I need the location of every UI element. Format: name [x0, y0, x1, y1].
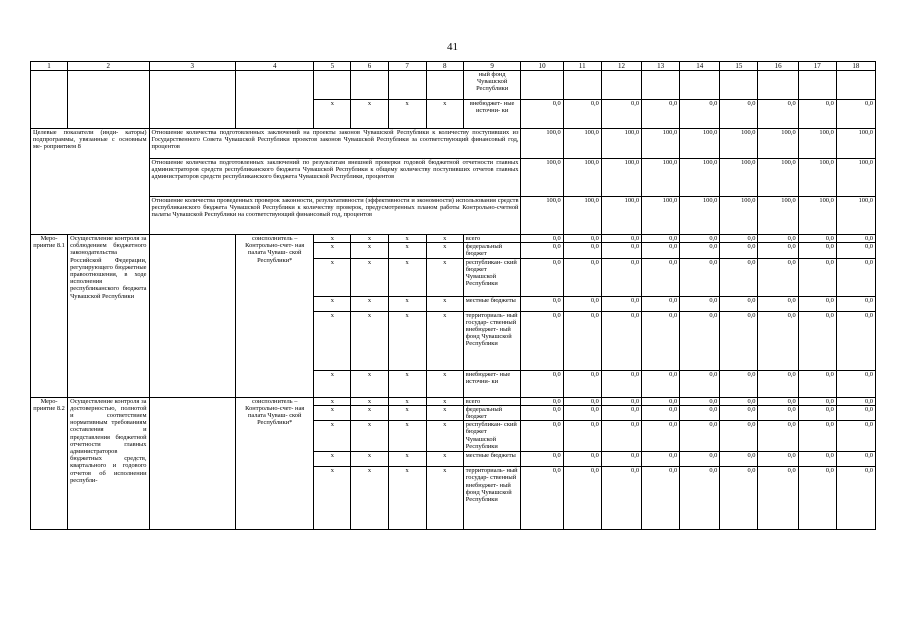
value-cell: 0,0	[798, 258, 836, 296]
source-label: всего	[463, 397, 521, 405]
empty-cell	[31, 71, 68, 129]
value-cell: 0,0	[601, 421, 641, 452]
source-label: территориаль- ный государ- ственный внебюджет- ный фонд Чувашской Республики	[463, 467, 521, 530]
value-cell: 0,0	[642, 258, 680, 296]
x-mark: х	[388, 467, 426, 530]
value-cell: 0,0	[720, 311, 758, 370]
measure-label: Меро- приятие 8.2	[31, 397, 68, 530]
indicator-text: Отношение количества подготовленных заключений на проекты законов Чувашской Республики к количеству поступивших из Государственного Совета Чувашской Республики проектов законов Чувашской Республики за соответствующий финансовый год, процентов	[149, 129, 521, 159]
value-cell: 0,0	[642, 100, 680, 129]
value-cell: 0,0	[758, 405, 798, 420]
value-cell: 0,0	[642, 467, 680, 530]
value-cell: 0,0	[601, 370, 641, 397]
empty-cell	[680, 71, 720, 100]
empty-cell	[836, 71, 875, 100]
value-cell: 100,0	[680, 159, 720, 197]
value-cell: 0,0	[521, 405, 563, 420]
source-label: местные бюджеты	[463, 296, 521, 311]
value-cell: 0,0	[642, 243, 680, 258]
value-cell: 0,0	[563, 405, 601, 420]
value-cell: 100,0	[836, 159, 875, 197]
value-cell: 100,0	[720, 197, 758, 235]
value-cell: 0,0	[798, 296, 836, 311]
value-cell: 0,0	[642, 452, 680, 467]
value-cell: 0,0	[798, 397, 836, 405]
value-cell: 0,0	[758, 243, 798, 258]
value-cell: 0,0	[563, 243, 601, 258]
value-cell: 0,0	[758, 100, 798, 129]
x-mark: х	[426, 235, 463, 243]
value-cell: 0,0	[836, 235, 875, 243]
x-mark: х	[314, 311, 351, 370]
page-number: 41	[447, 41, 458, 53]
value-cell: 0,0	[521, 452, 563, 467]
x-mark: х	[426, 405, 463, 420]
value-cell: 0,0	[601, 296, 641, 311]
value-cell: 0,0	[680, 100, 720, 129]
value-cell: 0,0	[836, 405, 875, 420]
x-mark: х	[388, 452, 426, 467]
x-mark: х	[426, 370, 463, 397]
value-cell: 100,0	[798, 197, 836, 235]
value-cell: 100,0	[601, 197, 641, 235]
value-cell: 0,0	[836, 296, 875, 311]
empty-cell	[149, 397, 236, 530]
value-cell: 0,0	[680, 370, 720, 397]
value-cell: 100,0	[601, 159, 641, 197]
value-cell: 0,0	[601, 100, 641, 129]
value-cell: 0,0	[680, 467, 720, 530]
column-number: 3	[149, 62, 236, 71]
value-cell: 0,0	[563, 296, 601, 311]
value-cell: 0,0	[720, 296, 758, 311]
column-number: 4	[236, 62, 314, 71]
value-cell: 0,0	[521, 311, 563, 370]
column-number: 14	[680, 62, 720, 71]
value-cell: 100,0	[642, 129, 680, 159]
value-cell: 0,0	[563, 370, 601, 397]
value-cell: 0,0	[601, 311, 641, 370]
x-mark: х	[426, 296, 463, 311]
x-mark: х	[388, 311, 426, 370]
x-mark: х	[314, 296, 351, 311]
x-mark: х	[314, 370, 351, 397]
value-cell: 100,0	[521, 129, 563, 159]
x-mark: х	[351, 235, 388, 243]
table-row	[31, 71, 876, 100]
value-cell: 0,0	[798, 100, 836, 129]
value-cell: 0,0	[798, 452, 836, 467]
value-cell: 0,0	[836, 100, 875, 129]
value-cell: 0,0	[601, 258, 641, 296]
value-cell: 0,0	[836, 311, 875, 370]
value-cell: 0,0	[758, 452, 798, 467]
value-cell: 0,0	[798, 421, 836, 452]
x-mark: х	[426, 243, 463, 258]
value-cell: 0,0	[563, 397, 601, 405]
value-cell: 0,0	[720, 421, 758, 452]
x-mark: х	[351, 370, 388, 397]
empty-cell	[388, 71, 426, 100]
empty-cell	[426, 71, 463, 100]
value-cell: 100,0	[642, 159, 680, 197]
column-number: 10	[521, 62, 563, 71]
value-cell: 0,0	[758, 467, 798, 530]
column-number: 6	[351, 62, 388, 71]
value-cell: 0,0	[563, 258, 601, 296]
value-cell: 0,0	[798, 311, 836, 370]
x-mark: х	[314, 235, 351, 243]
value-cell: 0,0	[720, 370, 758, 397]
value-cell: 0,0	[521, 243, 563, 258]
value-cell: 0,0	[521, 397, 563, 405]
empty-cell	[351, 71, 388, 100]
value-cell: 0,0	[521, 100, 563, 129]
value-cell: 0,0	[836, 452, 875, 467]
value-cell: 0,0	[836, 397, 875, 405]
x-mark: х	[388, 296, 426, 311]
x-mark: х	[426, 452, 463, 467]
value-cell: 0,0	[563, 452, 601, 467]
value-cell: 0,0	[720, 467, 758, 530]
value-cell: 0,0	[563, 421, 601, 452]
empty-cell	[720, 71, 758, 100]
indicator-row	[31, 159, 876, 197]
column-number: 2	[68, 62, 149, 71]
value-cell: 0,0	[521, 235, 563, 243]
table-row	[31, 235, 876, 243]
value-cell: 100,0	[720, 129, 758, 159]
value-cell: 0,0	[642, 311, 680, 370]
value-cell: 0,0	[563, 235, 601, 243]
value-cell: 0,0	[798, 467, 836, 530]
empty-cell	[149, 235, 236, 398]
value-cell: 0,0	[758, 397, 798, 405]
x-mark: х	[426, 258, 463, 296]
value-cell: 100,0	[836, 197, 875, 235]
empty-cell	[798, 71, 836, 100]
x-mark: х	[351, 452, 388, 467]
value-cell: 0,0	[680, 311, 720, 370]
value-cell: 0,0	[798, 235, 836, 243]
value-cell: 0,0	[836, 258, 875, 296]
source-label: всего	[463, 235, 521, 243]
column-number: 8	[426, 62, 463, 71]
empty-cell	[563, 71, 601, 100]
value-cell: 0,0	[563, 100, 601, 129]
column-number: 11	[563, 62, 601, 71]
value-cell: 100,0	[798, 129, 836, 159]
x-mark: х	[351, 405, 388, 420]
x-mark: х	[351, 258, 388, 296]
source-label: территориаль- ный государ- ственный внебюджет- ный фонд Чувашской Республики	[463, 311, 521, 370]
value-cell: 100,0	[680, 197, 720, 235]
x-mark: х	[351, 311, 388, 370]
value-cell: 0,0	[680, 452, 720, 467]
empty-cell	[236, 71, 314, 129]
value-cell: 0,0	[720, 405, 758, 420]
column-number: 5	[314, 62, 351, 71]
value-cell: 100,0	[642, 197, 680, 235]
value-cell: 100,0	[758, 197, 798, 235]
indicator-text: Отношение количества подготовленных заключений по результатам внешней проверки годовой бюджетной отчетности главных администраторов средств республиканского бюджета Чувашской Республики к общему количеству поступивших отчетов главных администраторов средств республиканского бюджета Чувашской Республики, процентов	[149, 159, 521, 197]
value-cell: 0,0	[836, 467, 875, 530]
column-number: 9	[463, 62, 521, 71]
x-mark: х	[351, 243, 388, 258]
value-cell: 0,0	[798, 243, 836, 258]
x-mark: х	[388, 370, 426, 397]
value-cell: 0,0	[680, 235, 720, 243]
value-cell: 0,0	[720, 100, 758, 129]
column-number: 17	[798, 62, 836, 71]
x-mark: х	[314, 467, 351, 530]
value-cell: 0,0	[720, 397, 758, 405]
x-mark: х	[426, 467, 463, 530]
value-cell: 100,0	[836, 129, 875, 159]
x-mark: х	[351, 296, 388, 311]
value-cell: 0,0	[642, 370, 680, 397]
empty-cell	[149, 71, 236, 129]
value-cell: 0,0	[642, 421, 680, 452]
value-cell: 0,0	[758, 258, 798, 296]
value-cell: 0,0	[798, 405, 836, 420]
source-label: республикан- ский бюджет Чувашской Республики	[463, 421, 521, 452]
source-label: федеральный бюджет	[463, 243, 521, 258]
x-mark: х	[314, 421, 351, 452]
x-mark: х	[426, 421, 463, 452]
value-cell: 0,0	[720, 235, 758, 243]
value-cell: 100,0	[563, 129, 601, 159]
header-row	[31, 62, 876, 71]
value-cell: 0,0	[521, 370, 563, 397]
source-label: ный фонд Чувашской Республики	[463, 71, 521, 100]
value-cell: 0,0	[720, 243, 758, 258]
value-cell: 0,0	[758, 421, 798, 452]
x-mark: х	[351, 100, 388, 129]
value-cell: 0,0	[758, 296, 798, 311]
value-cell: 0,0	[601, 243, 641, 258]
x-mark: х	[314, 258, 351, 296]
value-cell: 100,0	[758, 159, 798, 197]
x-mark: х	[388, 235, 426, 243]
targets-label: Целевые показатели (инди- каторы) подпрограммы, увязанные с основным ме- роприятием 8	[31, 129, 150, 235]
value-cell: 100,0	[758, 129, 798, 159]
value-cell: 0,0	[563, 467, 601, 530]
x-mark: х	[388, 405, 426, 420]
value-cell: 0,0	[758, 370, 798, 397]
value-cell: 100,0	[601, 129, 641, 159]
empty-cell	[758, 71, 798, 100]
value-cell: 0,0	[680, 421, 720, 452]
x-mark: х	[388, 397, 426, 405]
value-cell: 100,0	[798, 159, 836, 197]
value-cell: 0,0	[601, 235, 641, 243]
value-cell: 0,0	[836, 421, 875, 452]
value-cell: 0,0	[521, 296, 563, 311]
measure-label: Меро- приятие 8.1	[31, 235, 68, 398]
value-cell: 0,0	[642, 405, 680, 420]
measure-name: Осуществление контроля за соблюдением бюджетного законодательства Российской Федерации, регулирующего бюджетные правоотношения, в ходе исполнения республиканского бюджета Чувашской Республики	[68, 235, 149, 398]
source-label: внебюджет- ные источни- ки	[463, 370, 521, 397]
value-cell: 0,0	[758, 311, 798, 370]
value-cell: 0,0	[642, 296, 680, 311]
value-cell: 100,0	[720, 159, 758, 197]
column-number: 15	[720, 62, 758, 71]
value-cell: 0,0	[720, 452, 758, 467]
indicator-row	[31, 197, 876, 235]
source-label: федеральный бюджет	[463, 405, 521, 420]
program-table	[30, 61, 876, 530]
x-mark: х	[426, 311, 463, 370]
table-row	[31, 397, 876, 405]
value-cell: 0,0	[680, 243, 720, 258]
x-mark: х	[314, 397, 351, 405]
value-cell: 0,0	[601, 467, 641, 530]
column-number: 7	[388, 62, 426, 71]
value-cell: 0,0	[836, 243, 875, 258]
column-number: 16	[758, 62, 798, 71]
value-cell: 100,0	[521, 159, 563, 197]
value-cell: 100,0	[563, 159, 601, 197]
indicator-text: Отношение количества проведенных проверок законности, результативности (эффективности и экономности) использования средств республиканского бюджета Чувашской Республики к количеству проверок, предусмотренных планом работы Контрольно-счетной палаты Чувашской Республики на соответствующий финансовый год, процентов	[149, 197, 521, 235]
x-mark: х	[388, 421, 426, 452]
x-mark: х	[314, 405, 351, 420]
value-cell: 0,0	[680, 405, 720, 420]
value-cell: 0,0	[642, 397, 680, 405]
value-cell: 0,0	[642, 235, 680, 243]
empty-cell	[601, 71, 641, 100]
indicator-row	[31, 129, 876, 159]
source-label: республикан- ский бюджет Чувашской Республики	[463, 258, 521, 296]
value-cell: 0,0	[521, 421, 563, 452]
value-cell: 100,0	[521, 197, 563, 235]
value-cell: 0,0	[601, 405, 641, 420]
value-cell: 0,0	[720, 258, 758, 296]
executor-text: соисполнитель – Контрольно-счет- ная палата Чуваш- ской Республики*	[236, 397, 314, 530]
empty-cell	[68, 71, 149, 129]
value-cell: 0,0	[836, 370, 875, 397]
empty-cell	[314, 71, 351, 100]
x-mark: х	[314, 100, 351, 129]
x-mark: х	[388, 243, 426, 258]
column-number: 1	[31, 62, 68, 71]
source-label: внебюджет- ные источни- ки	[463, 100, 521, 129]
x-mark: х	[426, 100, 463, 129]
x-mark: х	[426, 397, 463, 405]
executor-text: соисполнитель – Контрольно-счет- ная палата Чуваш- ской Республики*	[236, 235, 314, 398]
value-cell: 0,0	[563, 311, 601, 370]
column-number: 18	[836, 62, 875, 71]
x-mark: х	[351, 397, 388, 405]
x-mark: х	[314, 452, 351, 467]
x-mark: х	[388, 258, 426, 296]
empty-cell	[521, 71, 563, 100]
source-label: местные бюджеты	[463, 452, 521, 467]
value-cell: 0,0	[758, 235, 798, 243]
value-cell: 0,0	[601, 452, 641, 467]
empty-cell	[642, 71, 680, 100]
value-cell: 0,0	[680, 397, 720, 405]
value-cell: 0,0	[601, 397, 641, 405]
value-cell: 100,0	[563, 197, 601, 235]
value-cell: 0,0	[680, 296, 720, 311]
x-mark: х	[351, 467, 388, 530]
x-mark: х	[388, 100, 426, 129]
measure-name: Осуществление контроля за достоверностью, полнотой и соответствием нормативным требованиям составления и представления бюджетной отчетности главных администраторов бюджетных средств, квартального и годового отчетов об исполнении республи-	[68, 397, 149, 530]
x-mark: х	[351, 421, 388, 452]
value-cell: 0,0	[680, 258, 720, 296]
value-cell: 100,0	[680, 129, 720, 159]
value-cell: 0,0	[798, 370, 836, 397]
column-number: 12	[601, 62, 641, 71]
value-cell: 0,0	[521, 258, 563, 296]
x-mark: х	[314, 243, 351, 258]
value-cell: 0,0	[521, 467, 563, 530]
column-number: 13	[642, 62, 680, 71]
